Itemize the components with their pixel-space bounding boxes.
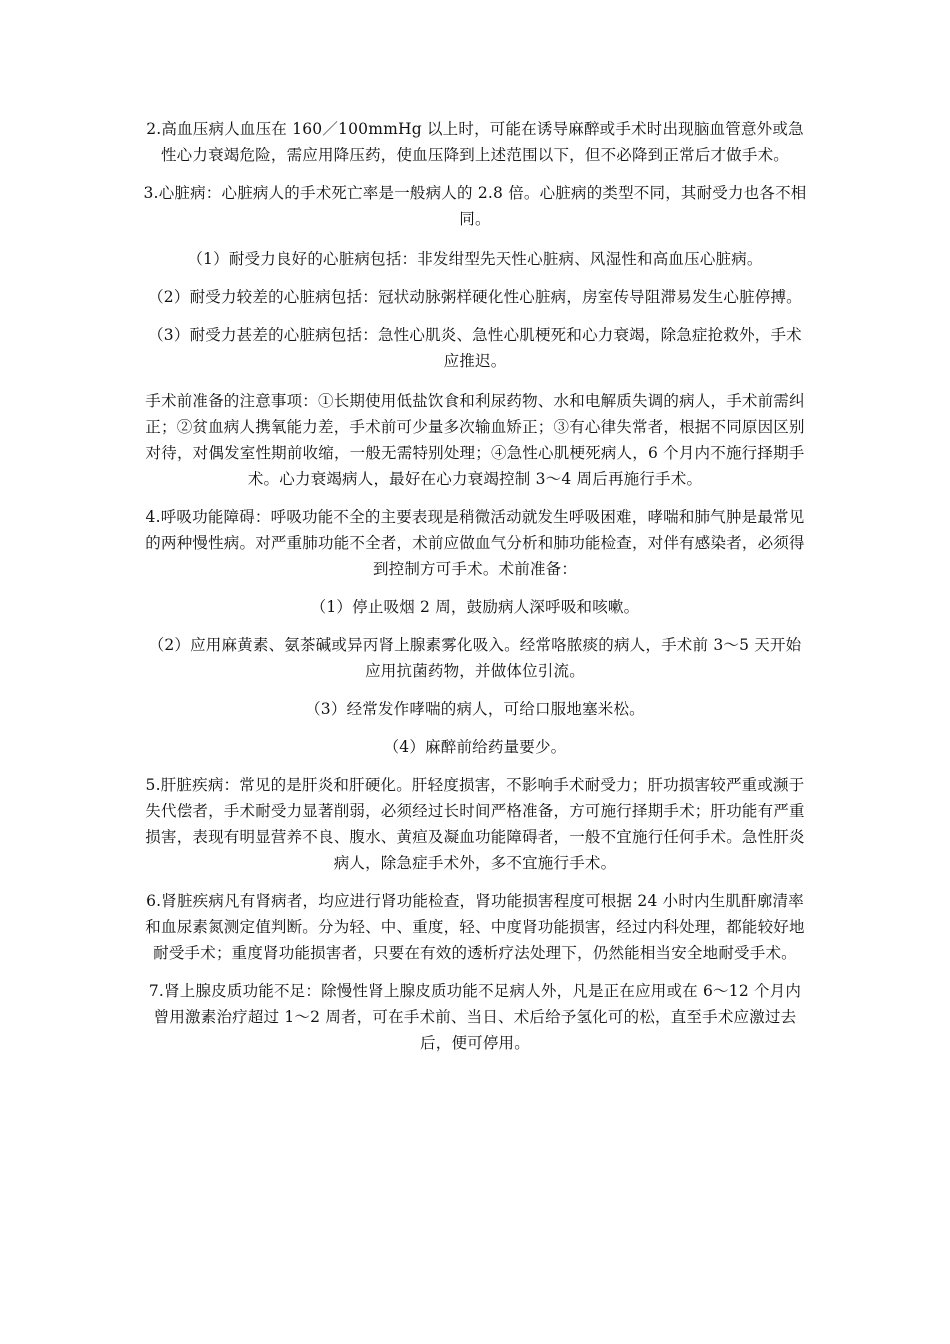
paragraph-respiratory: 4.呼吸功能障碍：呼吸功能不全的主要表现是稍微活动就发生呼吸困难，哮喘和肺气肿是最常见的两种慢性病。对严重肺功能不全者，术前应做血气分析和肺功能检查，对伴有感染者，必须得到控制方可手术。术前准备：: [145, 508, 805, 578]
paragraph-heart-good-tolerance: （1）耐受力良好的心脏病包括：非发绀型先天性心脏病、风湿性和高血压心脏病。: [187, 250, 763, 268]
paragraph-respiratory-item-2: （2）应用麻黄素、氨茶碱或异丙肾上腺素雾化吸入。经常咯脓痰的病人，手术前 3～5 天开始应用抗菌药物，并做体位引流。: [148, 636, 802, 680]
paragraph-liver-disease: 5.肝脏疾病：常见的是肝炎和肝硬化。肝轻度损害，不影响手术耐受力；肝功损害较严重或濒于失代偿者，手术耐受力显著削弱，必须经过长时间严格准备，方可施行择期手术；肝功能有严重损害，表现有明显营养不良、腹水、黄疸及凝血功能障碍者，一般不宜施行任何手术。急性肝炎病人，除急症手术外，多不宜施行手术。: [145, 776, 805, 872]
paragraph-heart-very-poor-tolerance: （3）耐受力甚差的心脏病包括：急性心肌炎、急性心肌梗死和心力衰竭，除急症抢救外，手术应推迟。: [148, 326, 802, 370]
paragraph-respiratory-item-3: （3）经常发作哮喘的病人，可给口服地塞米松。: [305, 700, 645, 718]
document-page: [143, 116, 807, 1056]
paragraph-heart-poor-tolerance: （2）耐受力较差的心脏病包括：冠状动脉粥样硬化性心脏病，房室传导阻滞易发生心脏停搏。: [148, 288, 802, 306]
paragraph-hypertension: 2.高血压病人血压在 160／100mmHg 以上时，可能在诱导麻醉或手术时出现脑血管意外或急性心力衰竭危险，需应用降压药，使血压降到上述范围以下，但不必降到正常后才做手术。: [146, 120, 804, 164]
paragraph-kidney-disease: 6.肾脏疾病凡有肾病者，均应进行肾功能检查，肾功能损害程度可根据 24 小时内生肌酐廓清率和血尿素氮测定值判断。分为轻、中、重度，轻、中度肾功能损害，经过内科处理，都能较好地耐受手术；重度肾功能损害者，只要在有效的透析疗法处理下，仍然能相当安全地耐受手术。: [145, 892, 805, 962]
paragraph-respiratory-item-1: （1）停止吸烟 2 周，鼓励病人深呼吸和咳嗽。: [310, 598, 640, 616]
paragraph-preop-notes: 手术前准备的注意事项：①长期使用低盐饮食和利尿药物、水和电解质失调的病人，手术前需纠正；②贫血病人携氧能力差，手术前可少量多次输血矫正；③有心律失常者，根据不同原因区别对待，对偶发室性期前收缩，一般无需特别处理；④急性心肌梗死病人，6 个月内不施行择期手术。心力衰竭病人，最好在心力衰竭控制 3～4 周后再施行手术。: [145, 392, 805, 488]
paragraph-respiratory-item-4: （4）麻醉前给药量要少。: [383, 738, 567, 756]
paragraph-heart-disease: 3.心脏病：心脏病人的手术死亡率是一般病人的 2.8 倍。心脏病的类型不同，其耐受力也各不相同。: [143, 184, 807, 228]
paragraph-adrenal-insufficiency: 7.肾上腺皮质功能不足：除慢性肾上腺皮质功能不足病人外，凡是正在应用或在 6～12 个月内曾用激素治疗超过 1～2 周者，可在手术前、当日、术后给予氢化可的松，直至手术应激过去后，便可停用。: [148, 982, 802, 1052]
